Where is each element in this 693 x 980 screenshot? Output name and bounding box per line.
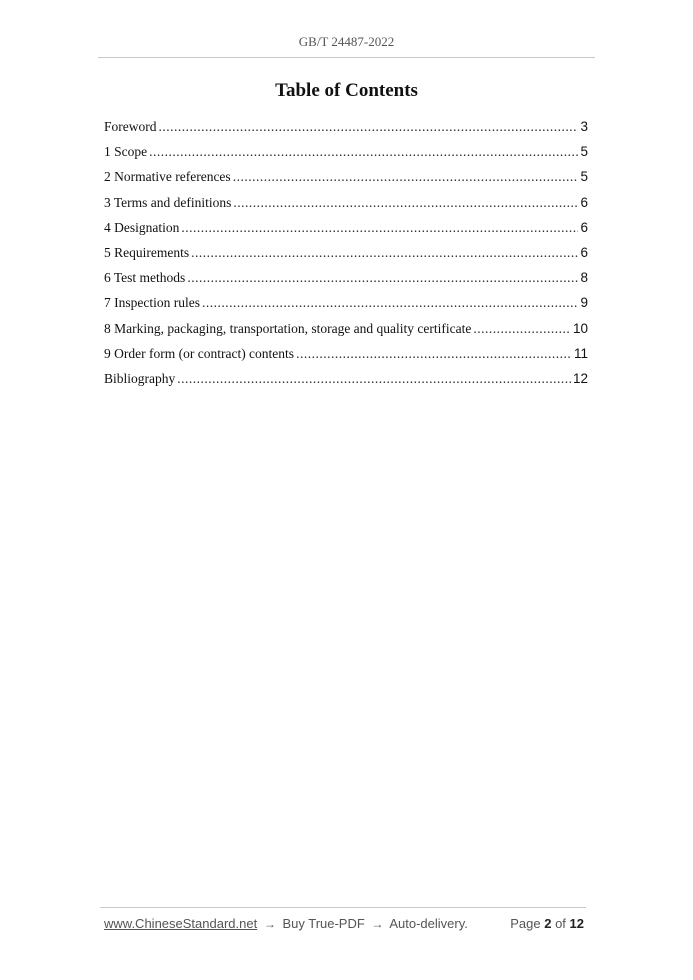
toc-entry-page: 5	[580, 144, 588, 160]
header-divider	[98, 57, 595, 58]
footer-divider	[100, 907, 586, 908]
toc-entry-foreword[interactable]	[104, 116, 588, 141]
toc-entry-label: 1 Scope	[104, 144, 148, 160]
toc-dot-leader	[233, 192, 578, 213]
toc-dot-leader	[149, 141, 578, 162]
toc-dot-leader	[181, 217, 578, 238]
toc-entry-label: 4 Designation	[104, 219, 180, 235]
toc-entry-label: 3 Terms and definitions	[104, 194, 232, 210]
toc-dot-leader	[202, 292, 579, 313]
of-word: of	[555, 916, 566, 931]
toc-entry-scope[interactable]	[104, 141, 588, 166]
document-header-id: GB/T 24487-2022	[298, 34, 395, 49]
toc-entry-label: Foreword	[104, 119, 157, 134]
site-link[interactable]: www.ChineseStandard.net	[104, 916, 258, 931]
toc-entry-normative-references[interactable]	[104, 166, 588, 191]
toc-dot-leader	[473, 318, 571, 339]
toc-entry-test-methods[interactable]	[104, 267, 588, 292]
toc-dot-leader	[191, 242, 578, 263]
toc-dot-leader	[296, 343, 572, 364]
toc-entry-order-form[interactable]	[104, 343, 588, 368]
toc-dot-leader	[159, 116, 579, 137]
toc-entry-label: 7 Inspection rules	[104, 295, 200, 311]
toc-entry-page: 6	[580, 219, 588, 235]
footer-promo	[104, 916, 468, 931]
arrow-right-icon: →	[263, 917, 276, 931]
toc-entry-page: 8	[580, 270, 588, 286]
toc-title: Table of Contents	[275, 80, 418, 101]
toc-entry-page: 10	[572, 320, 588, 336]
toc-dot-leader	[187, 267, 578, 288]
toc-entry-label: 6 Test methods	[104, 270, 186, 286]
toc-dot-leader	[177, 368, 571, 389]
toc-entry-label: Bibliography	[104, 370, 176, 386]
toc-entry-page: 6	[580, 194, 588, 210]
toc-entry-label: 2 Normative references	[104, 169, 231, 185]
page-number	[510, 916, 584, 931]
page-footer	[104, 916, 584, 936]
arrow-right-icon: →	[371, 917, 384, 931]
page-current: 2	[544, 916, 552, 931]
toc-entry-page: 12	[572, 370, 588, 386]
toc-entry-page: 3	[580, 119, 588, 134]
auto-delivery-text: Auto-delivery.	[389, 916, 468, 931]
page-total: 12	[569, 916, 584, 931]
toc-entry-marking-packaging[interactable]	[104, 318, 588, 343]
toc-entry-bibliography[interactable]	[104, 368, 588, 393]
toc-entry-page: 11	[573, 345, 588, 361]
toc-entry-page: 9	[580, 295, 588, 311]
toc-entry-label: 8 Marking, packaging, transportation, storage and quality certificate	[104, 320, 472, 336]
page-word: Page	[510, 916, 541, 931]
toc-entry-terms-and-definitions[interactable]	[104, 192, 588, 217]
toc-entry-requirements[interactable]	[104, 242, 588, 267]
toc-entry-label: 5 Requirements	[104, 244, 190, 260]
toc-entry-label: 9 Order form (or contract) contents	[104, 345, 295, 361]
toc-entry-inspection-rules[interactable]	[104, 292, 588, 317]
toc-entry-page: 5	[580, 169, 588, 185]
toc-entry-designation[interactable]	[104, 217, 588, 242]
toc-list	[104, 116, 588, 393]
toc-entry-page: 6	[580, 244, 588, 260]
buy-true-pdf-text: Buy True-PDF	[282, 916, 365, 931]
toc-dot-leader	[233, 166, 579, 187]
